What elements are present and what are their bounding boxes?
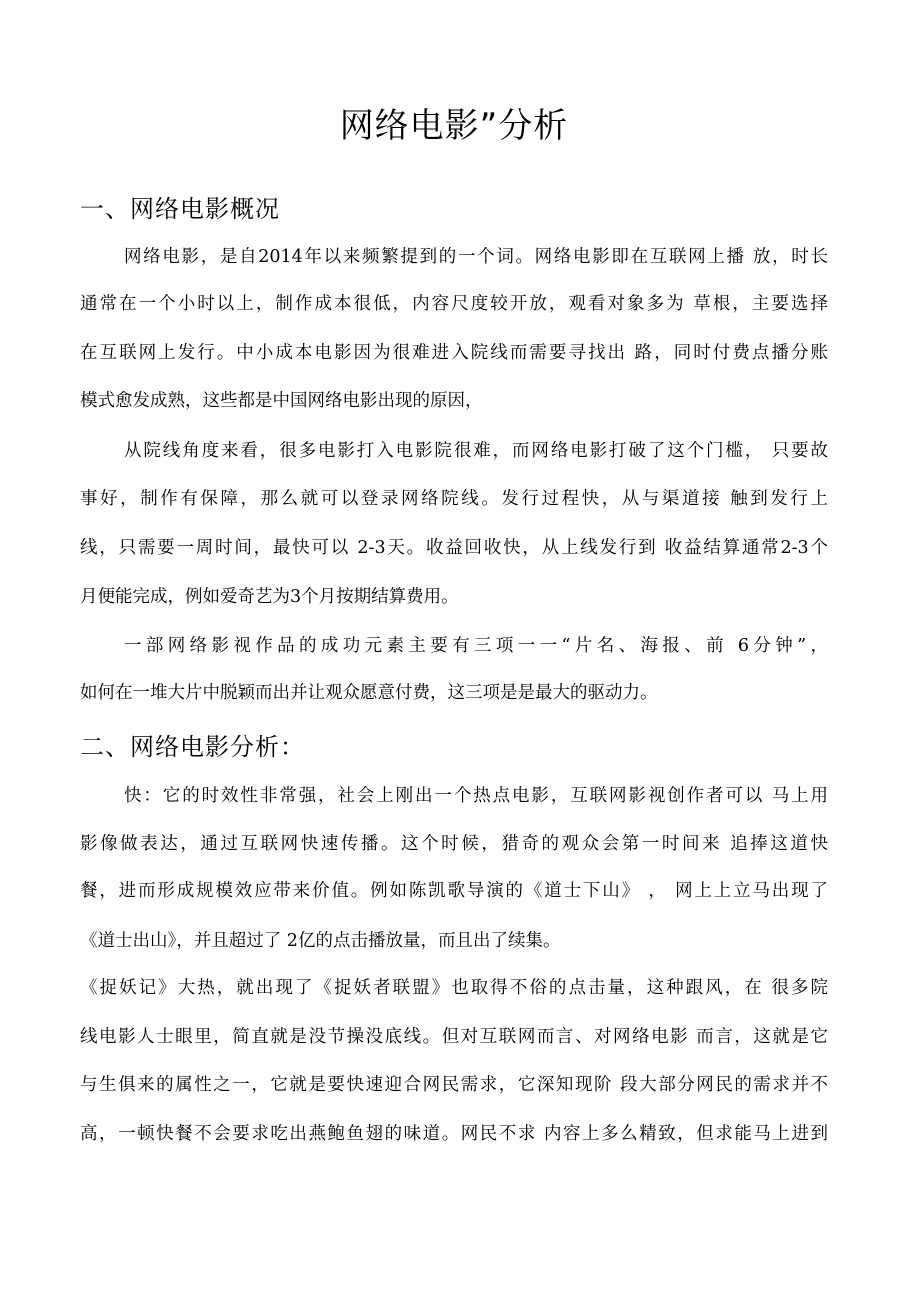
paragraph-line: 《道士出山》，并且超过了 2亿的点击播放量，而且出了续集。 bbox=[80, 931, 561, 951]
document-title: 网络电影”分析 bbox=[339, 106, 569, 146]
paragraph-line: 高，一顿快餐不会要求吃出燕鲍鱼翅的味道。网民不求 内容上多么精致，但求能马上进到 bbox=[80, 1124, 828, 1144]
section-heading: 一、网络电影概况 bbox=[80, 195, 280, 223]
paragraph-line: 餐，进而形成规模效应带来价值。例如陈凯歌导演的《道士下山》 ， 网上上立马出现了 bbox=[80, 881, 828, 901]
paragraph-line: 通常在一个小时以上，制作成本很低，内容尺度较开放，观看对象多为 草根，主要选择 bbox=[80, 294, 828, 314]
paragraph-line: 影像做表达，通过互联网快速传播。这个时候，猎奇的观众会第一时间来 追捧这道快 bbox=[80, 834, 828, 854]
paragraph-line: 网络电影，是自2014年以来频繁提到的一个词。网络电影即在互联网上播 放，时长 bbox=[124, 247, 828, 267]
section-heading: 二、网络电影分析： bbox=[80, 733, 305, 761]
paragraph-line: 《捉妖记》大热，就出现了《捉妖者联盟》也取得不俗的点击量，这种跟风，在 很多院 bbox=[80, 978, 828, 998]
paragraph-line: 一部网络影视作品的成功元素主要有三项一一“片名、海报、前 6分钟”， bbox=[124, 636, 828, 656]
paragraph-line: 如何在一堆大片中脱颖而出并让观众愿意付费，这三项是是最大的驱动力。 bbox=[80, 683, 658, 703]
paragraph-line: 快：它的时效性非常强，社会上刚出一个热点电影，互联网影视创作者可以 马上用 bbox=[124, 786, 828, 806]
paragraph-line: 线，只需要一周时间，最快可以 2-3天。收益回收快，从上线发行到 收益结算通常2-3个 bbox=[80, 538, 828, 558]
paragraph-line: 月便能完成，例如爱奇艺为3个月按期结算费用。 bbox=[80, 587, 459, 607]
paragraph-line: 事好，制作有保障，那么就可以登录网络院线。发行过程快，从与渠道接 触到发行上 bbox=[80, 489, 828, 509]
paragraph-line: 在互联网上发行。中小成本电影因为很难进入院线而需要寻找出 路，同时付费点播分账 bbox=[80, 343, 828, 363]
paragraph-line: 从院线角度来看，很多电影打入电影院很难，而网络电影打破了这个门槛， 只要故 bbox=[124, 441, 828, 461]
paragraph-line: 与生俱来的属性之一，它就是要快速迎合网民需求，它深知现阶 段大部分网民的需求并不 bbox=[80, 1075, 828, 1095]
paragraph-line: 模式愈发成熟，这些都是中国网络电影出现的原因， bbox=[80, 391, 483, 411]
paragraph-line: 线电影人士眼里，简直就是没节操没底线。但对互联网而言、对网络电影 而言，这就是它 bbox=[80, 1027, 828, 1047]
